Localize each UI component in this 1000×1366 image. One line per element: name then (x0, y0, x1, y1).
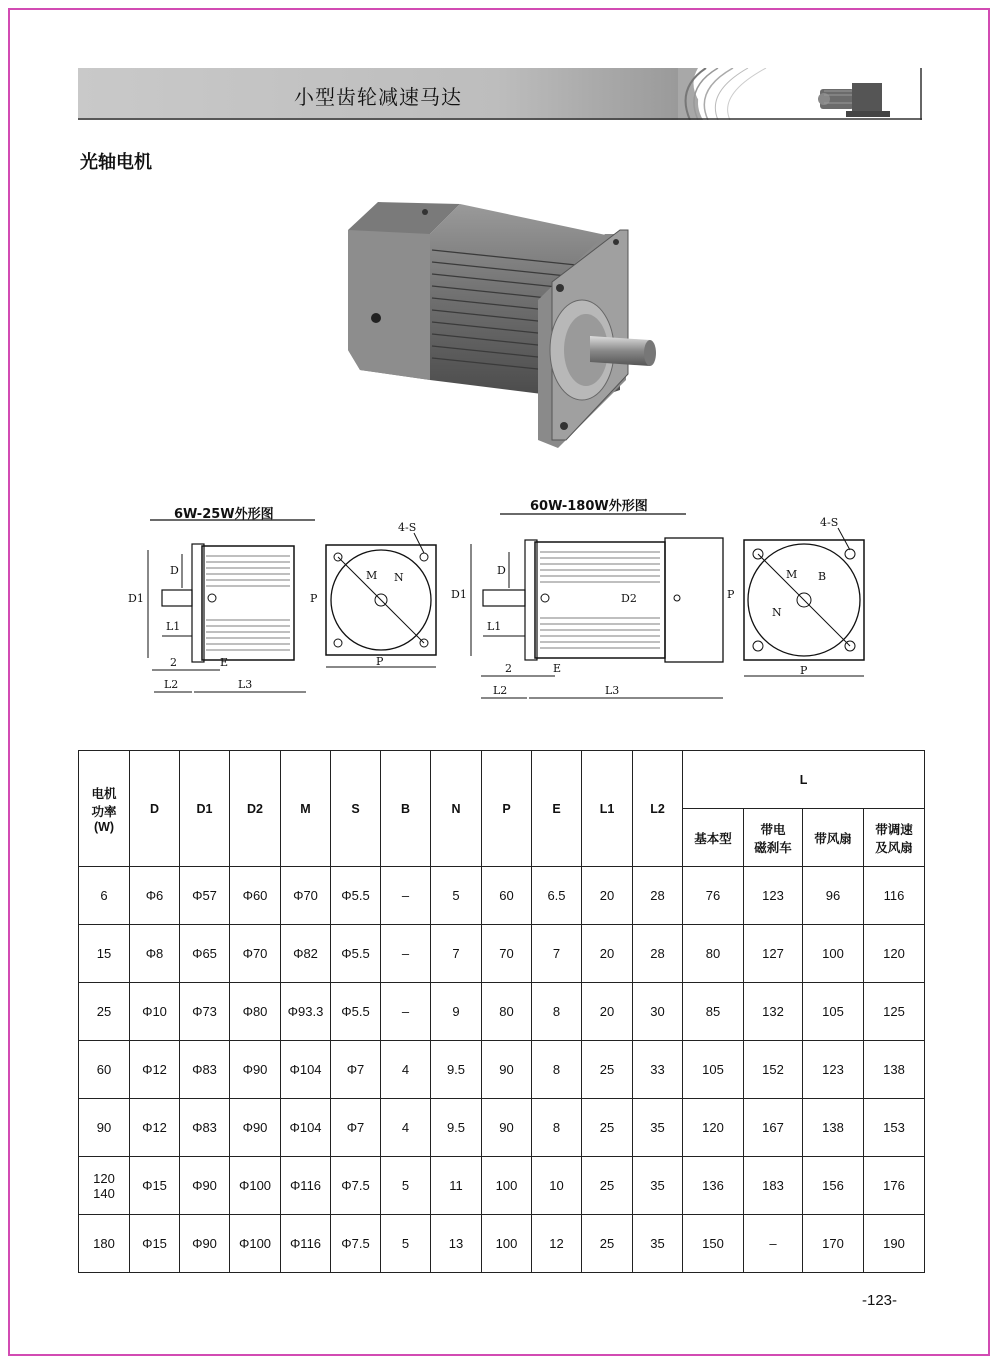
table-cell: 167 (744, 1099, 803, 1157)
table-cell: Φ93.3 (281, 983, 331, 1041)
table-cell: 96 (803, 867, 864, 925)
header-d1: D1 (180, 751, 230, 867)
table-row (79, 1041, 925, 1099)
small-label-p-side: P (310, 592, 318, 605)
header-p: P (482, 751, 532, 867)
table-cell: 105 (683, 1041, 744, 1099)
large-label-e: E (553, 662, 562, 675)
table-cell: 25 (582, 1041, 633, 1099)
header-power-line: 电机 (91, 786, 117, 801)
table-cell: 35 (633, 1157, 683, 1215)
table-cell: Φ90 (180, 1157, 230, 1215)
table-cell: 156 (803, 1157, 864, 1215)
header-l-sub (864, 809, 925, 867)
header-l-group: L (683, 751, 925, 809)
large-label-2: 2 (505, 662, 512, 675)
large-label-m: M (786, 568, 798, 581)
table-cell: Φ116 (281, 1157, 331, 1215)
large-label-p-side: P (727, 588, 735, 601)
header-l-sub-line: 带电 (760, 822, 786, 837)
small-label-l1: L1 (166, 620, 181, 633)
large-label-b: B (818, 570, 827, 583)
table-row (79, 925, 925, 983)
table-cell: Φ15 (130, 1157, 180, 1215)
table-cell: 125 (864, 983, 925, 1041)
table-cell: Φ83 (180, 1099, 230, 1157)
table-cell: 28 (633, 925, 683, 983)
table-cell: Φ5.5 (331, 983, 381, 1041)
table-cell: 70 (482, 925, 532, 983)
table-cell: Φ90 (230, 1041, 281, 1099)
power-cell (79, 1157, 130, 1215)
small-label-m: M (366, 569, 378, 582)
table-cell: 7 (431, 925, 482, 983)
table-cell: Φ100 (230, 1215, 281, 1273)
motor-photo (320, 190, 670, 450)
table-cell: Φ7.5 (331, 1215, 381, 1273)
table-cell: Φ70 (230, 925, 281, 983)
header-l-sub (683, 809, 744, 867)
header-l-sub (744, 809, 803, 867)
header-s: S (331, 751, 381, 867)
header-power-line: 功率 (91, 804, 117, 819)
table-cell: Φ12 (130, 1041, 180, 1099)
table-cell: Φ80 (230, 983, 281, 1041)
large-label-d: D (497, 564, 506, 577)
section-title: 光轴电机 (80, 152, 152, 173)
small-label-e: E (220, 656, 229, 669)
header-l-sub-line: 带调速 (875, 822, 913, 837)
header-e: E (532, 751, 582, 867)
header-m: M (281, 751, 331, 867)
spec-table (78, 750, 925, 1273)
table-cell: 5 (381, 1215, 431, 1273)
table-cell: 11 (431, 1157, 482, 1215)
table-cell: 20 (582, 983, 633, 1041)
table-cell: – (381, 983, 431, 1041)
power-cell (79, 1041, 130, 1099)
table-row (79, 1157, 925, 1215)
table-cell: Φ6 (130, 867, 180, 925)
table-cell: 33 (633, 1041, 683, 1099)
table-cell: 28 (633, 867, 683, 925)
power-cell (79, 1215, 130, 1273)
table-cell: 9.5 (431, 1099, 482, 1157)
table-cell: 190 (864, 1215, 925, 1273)
header-power-line: (W) (93, 819, 115, 834)
header-l-sub-line: 基本型 (694, 831, 732, 846)
large-label-d2: D2 (621, 592, 637, 605)
table-cell: 152 (744, 1041, 803, 1099)
table-cell: 100 (803, 925, 864, 983)
table-cell: 90 (482, 1099, 532, 1157)
header-banner (78, 68, 922, 120)
power-cell (79, 867, 130, 925)
table-cell: 176 (864, 1157, 925, 1215)
table-cell: 10 (532, 1157, 582, 1215)
small-front-view-drawing (318, 515, 448, 680)
table-cell: Φ90 (180, 1215, 230, 1273)
header-b: B (381, 751, 431, 867)
table-row (79, 1099, 925, 1157)
table-cell: Φ5.5 (331, 925, 381, 983)
table-cell: Φ116 (281, 1215, 331, 1273)
power-value: 140 (93, 1185, 115, 1201)
table-cell: 80 (482, 983, 532, 1041)
table-cell: 4 (381, 1099, 431, 1157)
small-drawing-title: 6W-25W外形图 (174, 507, 274, 522)
table-cell: – (381, 867, 431, 925)
power-cell (79, 925, 130, 983)
table-cell: Φ70 (281, 867, 331, 925)
table-cell: Φ15 (130, 1215, 180, 1273)
table-cell: Φ7 (331, 1041, 381, 1099)
table-cell: Φ104 (281, 1099, 331, 1157)
table-cell: Φ65 (180, 925, 230, 983)
table-cell: Φ83 (180, 1041, 230, 1099)
table-cell: 8 (532, 1041, 582, 1099)
table-cell: Φ104 (281, 1041, 331, 1099)
table-cell: 123 (744, 867, 803, 925)
table-cell: 136 (683, 1157, 744, 1215)
table-cell: 60 (482, 867, 532, 925)
large-drawing-title: 60W-180W外形图 (530, 499, 648, 514)
header-l-sub-line: 带风扇 (814, 831, 852, 846)
header-n: N (431, 751, 482, 867)
table-cell: 80 (683, 925, 744, 983)
table-cell: 183 (744, 1157, 803, 1215)
power-value: 15 (96, 946, 112, 961)
table-cell: 35 (633, 1099, 683, 1157)
table-cell: 127 (744, 925, 803, 983)
table-cell: Φ7.5 (331, 1157, 381, 1215)
power-cell (79, 1099, 130, 1157)
table-cell: Φ60 (230, 867, 281, 925)
small-label-n: N (394, 571, 404, 584)
table-cell: 132 (744, 983, 803, 1041)
power-value: 90 (96, 1120, 112, 1135)
header-l-sub (803, 809, 864, 867)
header-power (79, 751, 130, 867)
small-label-p-bottom: P (376, 655, 384, 668)
table-cell: 116 (864, 867, 925, 925)
table-cell: Φ5.5 (331, 867, 381, 925)
header-d: D (130, 751, 180, 867)
large-label-p-bottom: P (800, 664, 808, 677)
table-cell: 4 (381, 1041, 431, 1099)
table-cell: 25 (582, 1157, 633, 1215)
header-l1: L1 (582, 751, 633, 867)
table-cell: Φ82 (281, 925, 331, 983)
table-cell: 9.5 (431, 1041, 482, 1099)
table-cell: 6.5 (532, 867, 582, 925)
table-cell: Φ10 (130, 983, 180, 1041)
large-label-4s: 4-S (820, 516, 839, 529)
small-label-d1: D1 (128, 592, 144, 605)
table-cell: 20 (582, 867, 633, 925)
page-number: -123- (862, 1292, 898, 1309)
small-side-view-drawing (120, 530, 320, 700)
table-cell: 138 (803, 1099, 864, 1157)
table-cell: 120 (864, 925, 925, 983)
large-drawing-title-underline (500, 512, 700, 516)
table-cell: 5 (381, 1157, 431, 1215)
large-side-view-drawing (445, 530, 735, 705)
table-cell: 123 (803, 1041, 864, 1099)
header-title: 小型齿轮减速马达 (294, 85, 462, 109)
large-label-l3: L3 (605, 684, 620, 697)
header-l2: L2 (633, 751, 683, 867)
power-value: 180 (93, 1236, 115, 1251)
small-label-4s: 4-S (398, 521, 417, 534)
table-cell: Φ100 (230, 1157, 281, 1215)
small-drawing-title-underline (125, 518, 325, 522)
table-cell: Φ7 (331, 1099, 381, 1157)
header-l-sub-line: 及风扇 (875, 840, 913, 855)
table-cell: 30 (633, 983, 683, 1041)
table-row (79, 1215, 925, 1273)
table-row (79, 983, 925, 1041)
table-cell: – (381, 925, 431, 983)
power-value: 120 (93, 1170, 115, 1186)
table-cell: 25 (582, 1215, 633, 1273)
small-label-2: 2 (170, 656, 177, 669)
table-cell: Φ90 (230, 1099, 281, 1157)
table-cell: 13 (431, 1215, 482, 1273)
table-cell: 9 (431, 983, 482, 1041)
table-cell: 12 (532, 1215, 582, 1273)
large-label-l2: L2 (493, 684, 508, 697)
table-cell: 25 (582, 1099, 633, 1157)
header-l-sub-line: 磁刹车 (754, 840, 792, 855)
table-cell: 76 (683, 867, 744, 925)
table-cell: 138 (864, 1041, 925, 1099)
power-value: 25 (96, 1004, 112, 1019)
large-label-n: N (772, 606, 782, 619)
table-cell: 5 (431, 867, 482, 925)
large-label-d1: D1 (451, 588, 467, 601)
power-value: 6 (100, 888, 108, 903)
table-cell: 120 (683, 1099, 744, 1157)
table-cell: Φ73 (180, 983, 230, 1041)
power-value: 60 (96, 1062, 112, 1077)
table-row (79, 867, 925, 925)
table-cell: Φ8 (130, 925, 180, 983)
table-cell: 153 (864, 1099, 925, 1157)
table-cell: 8 (532, 983, 582, 1041)
small-label-d: D (170, 564, 179, 577)
table-cell: 20 (582, 925, 633, 983)
table-cell: 35 (633, 1215, 683, 1273)
table-cell: 105 (803, 983, 864, 1041)
small-label-l3: L3 (238, 678, 253, 691)
table-cell: 7 (532, 925, 582, 983)
power-cell (79, 983, 130, 1041)
table-cell: 150 (683, 1215, 744, 1273)
table-cell: 100 (482, 1157, 532, 1215)
header-d2: D2 (230, 751, 281, 867)
table-cell: – (744, 1215, 803, 1273)
table-cell: Φ12 (130, 1099, 180, 1157)
table-cell: 8 (532, 1099, 582, 1157)
table-cell: 90 (482, 1041, 532, 1099)
table-cell: 100 (482, 1215, 532, 1273)
large-front-view-drawing (740, 510, 870, 685)
small-label-l2: L2 (164, 678, 179, 691)
table-cell: 170 (803, 1215, 864, 1273)
large-label-l1: L1 (487, 620, 502, 633)
table-cell: Φ57 (180, 867, 230, 925)
table-cell: 85 (683, 983, 744, 1041)
